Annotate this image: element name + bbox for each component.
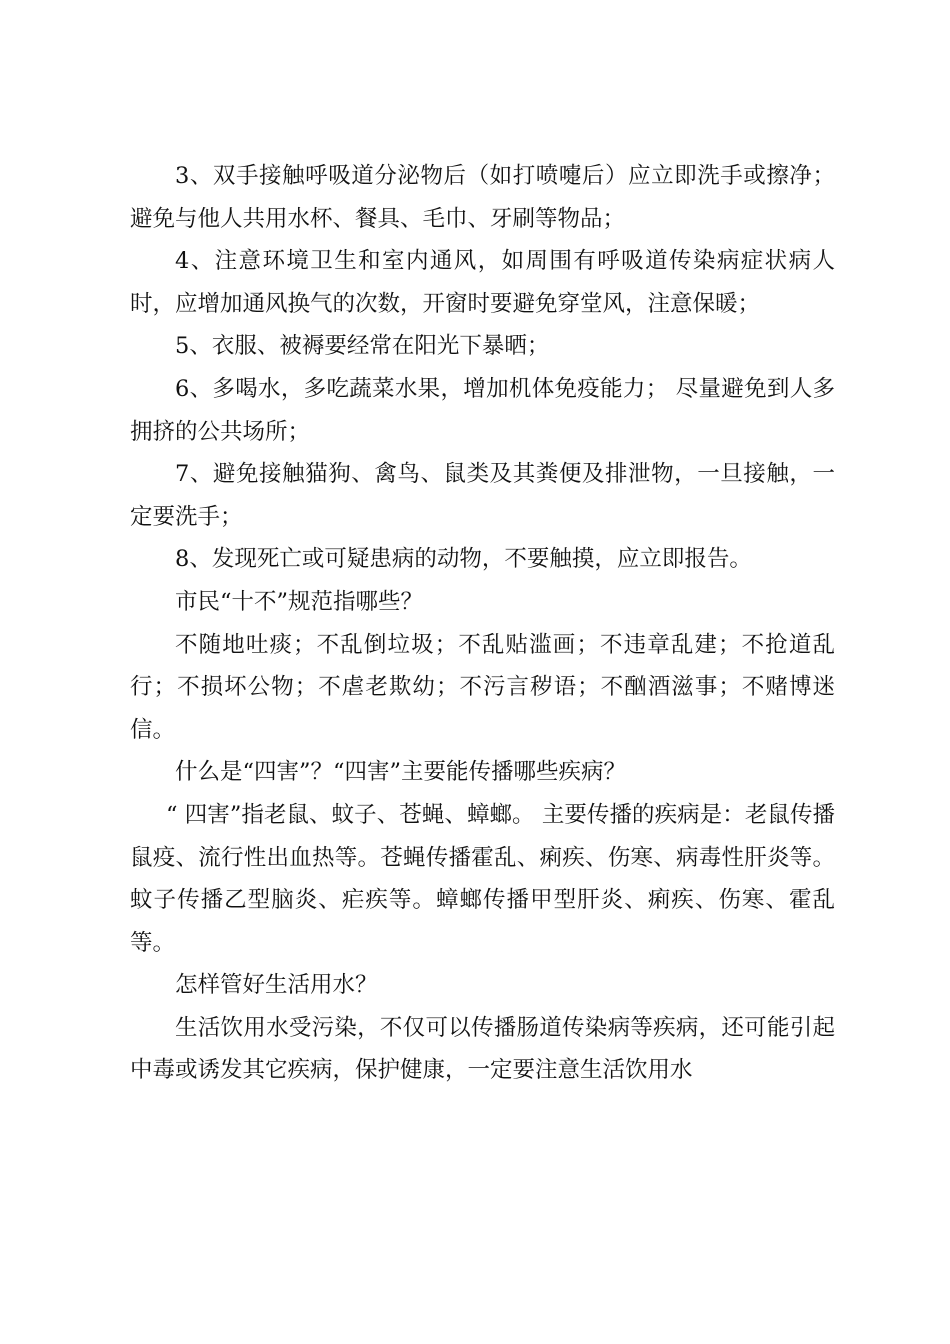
heading-four-pests: 什么是“四害”？“四害”主要能传播哪些疾病？ <box>175 759 627 786</box>
paragraph-ten-nots: 不随地吐痰；不乱倒垃圾；不乱贴滥画；不违章乱建；不抢道乱行；不损坏公物；不虐老欺幼；不污言秽语；不酗酒滋事；不赌博迷信。 <box>130 631 835 743</box>
paragraph-drinking-water: 生活饮用水受污染，不仅可以传播肠道传染病等疾病，还可能引起中毒或诱发其它疾病，保护健康，一定要注意生活饮用水 <box>130 1014 835 1084</box>
paragraph-report-animals: 8、发现死亡或可疑患病的动物，不要触摸，应立即报告。 <box>175 546 752 573</box>
paragraph-diet-crowds: 6、多喝水，多吃蔬菜水果，增加机体免疫能力； 尽量避免到人多拥挤的公共场所； <box>130 375 835 445</box>
paragraph-ventilation: 4、注意环境卫生和室内通风，如周围有呼吸道传染病症状病人时，应增加通风换气的次数，开窗时要避免穿堂风，注意保暖； <box>130 248 835 317</box>
paragraph-four-pests: “ 四害”指老鼠、蚊子、苍蝇、蟑螂。 主要传播的疾病是：老鼠传播鼠疫、流行性出血热等。苍蝇传播霍乱、痢疾、伤寒、病毒性肝炎等。蚊子传播乙型脑炎、疟疾等。蟑螂传播甲型肝炎、痢疾、伤寒、霍乱等。 <box>130 801 835 956</box>
paragraph-sun-bedding: 5、衣服、被褥要经常在阳光下暴晒； <box>175 333 550 360</box>
heading-drinking-water: 怎样管好生活用水？ <box>175 972 378 999</box>
heading-ten-nots: 市民“十不”规范指哪些？ <box>175 588 424 615</box>
paragraph-avoid-animals: 7、避免接触猫狗、禽鸟、鼠类及其粪便及排泄物，一旦接触，一定要洗手； <box>130 461 835 530</box>
document-body <box>130 155 835 1092</box>
paragraph-hand-hygiene: 3、双手接触呼吸道分泌物后（如打喷嚏后）应立即洗手或擦净； 避免与他人共用水杯、餐具、毛巾、牙刷等物品； <box>130 163 835 232</box>
